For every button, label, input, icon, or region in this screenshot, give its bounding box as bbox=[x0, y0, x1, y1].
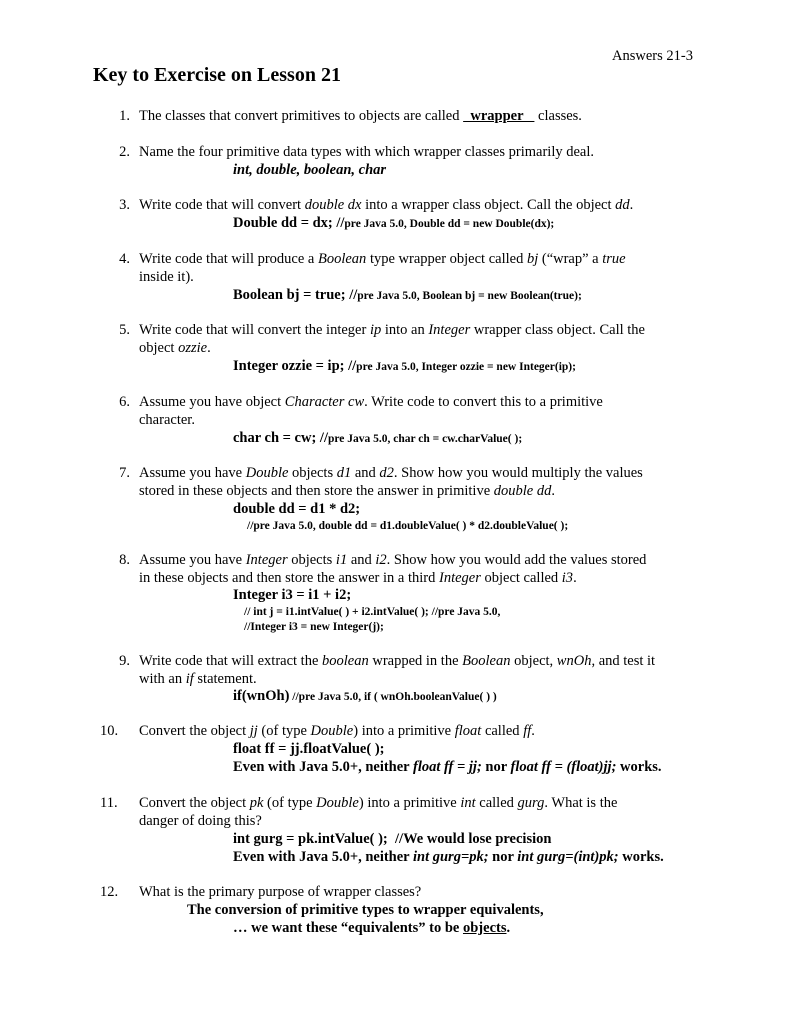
question-number: 3. bbox=[119, 197, 130, 213]
answer-comment: // int j = i1.intValue( ) + i2.intValue( ); //pre Java 5.0, bbox=[244, 606, 501, 618]
question-number: 2. bbox=[119, 144, 130, 160]
answer-text: if(wnOh) //pre Java 5.0, if ( wnOh.booleanValue( ) ) bbox=[233, 688, 497, 704]
question-text: Name the four primitive data types with which wrapper classes primarily deal. bbox=[139, 144, 594, 160]
answer-blank: wrapper bbox=[463, 108, 535, 124]
question-text: Convert the object pk (of type Double) into a primitive int called gurg. What is the danger of doing this? bbox=[139, 795, 618, 829]
answer-text: Integer ozzie = ip; //pre Java 5.0, Integer ozzie = new Integer(ip); bbox=[233, 358, 576, 374]
answer-comment: //Integer i3 = new Integer(j); bbox=[244, 621, 384, 633]
answer-note: Even with Java 5.0+, neither int gurg=pk; nor int gurg=(int)pk; works. bbox=[233, 849, 664, 865]
question-number: 5. bbox=[119, 322, 130, 338]
answer-text: char ch = cw; //pre Java 5.0, char ch = cw.charValue( ); bbox=[233, 430, 523, 446]
question-number: 9. bbox=[119, 653, 130, 669]
answer-text: The conversion of primitive types to wrapper equivalents, bbox=[187, 902, 544, 918]
question-number: 12. bbox=[100, 884, 119, 900]
question-text: Write code that will extract the boolean wrapped in the Boolean object, wnOh, and test it with an if statement. bbox=[139, 653, 656, 687]
answer-note: Even with Java 5.0+, neither float ff = jj; nor float ff = (float)jj; works. bbox=[233, 759, 662, 775]
answer-text: int gurg = pk.intValue( ); //We would lose precision bbox=[233, 831, 552, 847]
question-number: 4. bbox=[119, 251, 130, 267]
question-text: Write code that will produce a Boolean type wrapper object called bj (“wrap” a true inside it). bbox=[139, 251, 626, 285]
question-text: Write code that will convert double dx into a wrapper class object. Call the object dd. bbox=[139, 197, 634, 213]
question-number: 7. bbox=[119, 465, 130, 481]
answer-text: float ff = jj.floatValue( ); bbox=[233, 741, 385, 757]
answer-text: Integer i3 = i1 + i2; bbox=[233, 587, 352, 603]
answer-text: Boolean bj = true; //pre Java 5.0, Boolean bj = new Boolean(true); bbox=[233, 287, 582, 303]
question-number: 6. bbox=[119, 394, 130, 410]
question-text: Convert the object jj (of type Double) into a primitive float called ff. bbox=[139, 723, 535, 739]
answer-text: int, double, boolean, char bbox=[233, 162, 387, 178]
question-text: Assume you have Double objects d1 and d2. Show how you would multiply the values stored in these objects and then store the answer in primitive double dd. bbox=[139, 465, 643, 499]
answer-text: double dd = d1 * d2; bbox=[233, 501, 361, 517]
answer-comment: //pre Java 5.0, double dd = d1.doubleValue( ) * d2.doubleValue( ); bbox=[247, 520, 569, 532]
question-number: 1. bbox=[119, 108, 130, 124]
answer-text: Double dd = dx; //pre Java 5.0, Double dd = new Double(dx); bbox=[233, 215, 555, 231]
page-label: Answers 21-3 bbox=[612, 48, 693, 64]
question-number: 11. bbox=[100, 795, 118, 811]
question-number: 10. bbox=[100, 723, 119, 739]
answer-text: … we want these “equivalents” to be objects. bbox=[233, 920, 511, 936]
question-number: 8. bbox=[119, 552, 130, 568]
question-text: What is the primary purpose of wrapper classes? bbox=[139, 884, 422, 900]
question-text: Assume you have Integer objects i1 and i2. Show how you would add the values stored in these objects and then store the answer in a third Integer object called i3. bbox=[139, 552, 647, 586]
question-text: Assume you have object Character cw. Write code to convert this to a primitive character. bbox=[139, 394, 603, 428]
question-text: The classes that convert primitives to objects are called wrapper classes. bbox=[139, 108, 582, 124]
question-text: Write code that will convert the integer ip into an Integer wrapper class object. Call the object ozzie. bbox=[139, 322, 645, 356]
page-title: Key to Exercise on Lesson 21 bbox=[93, 64, 341, 86]
